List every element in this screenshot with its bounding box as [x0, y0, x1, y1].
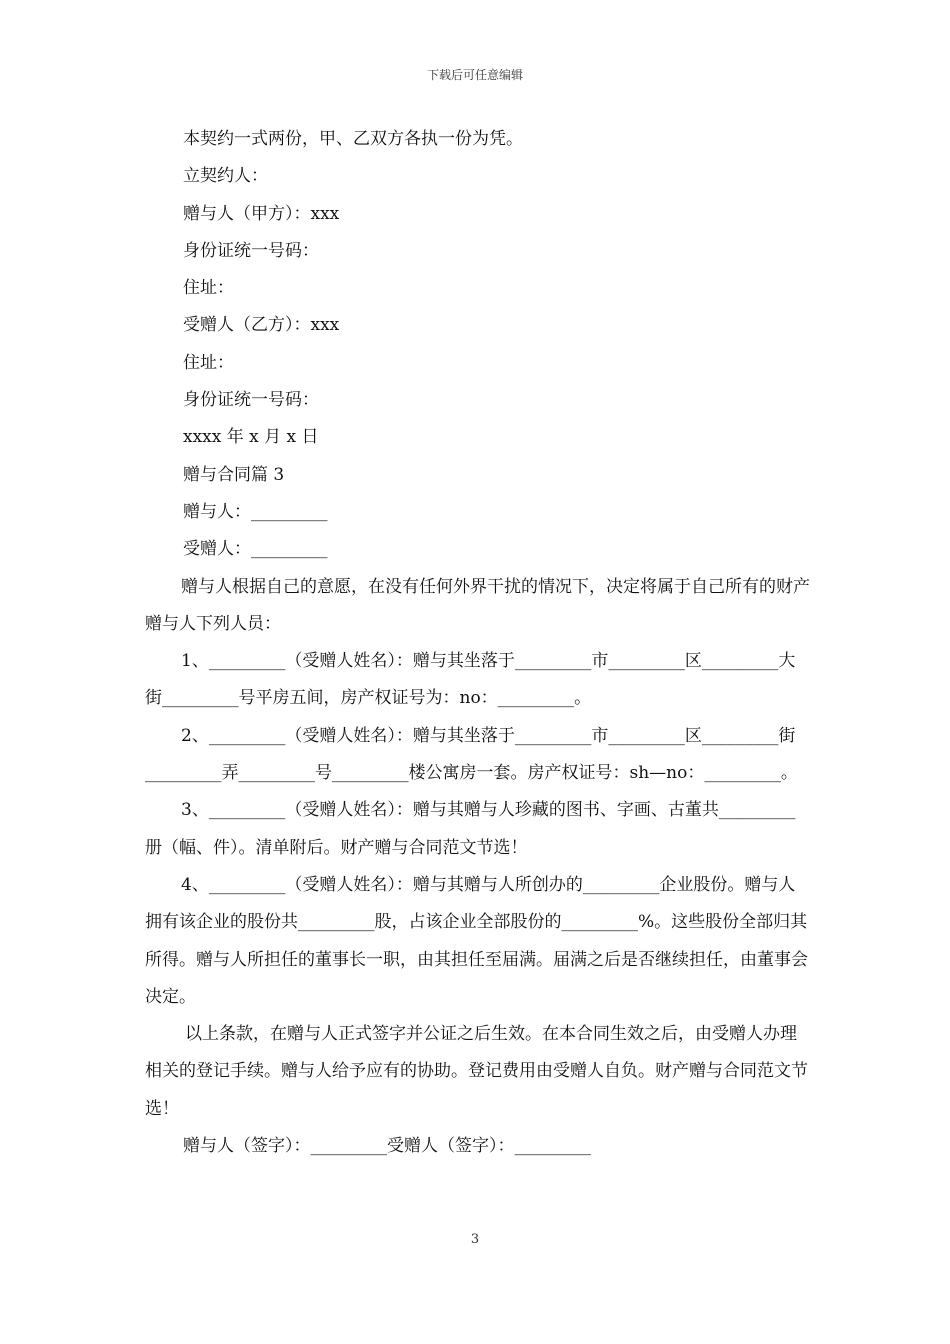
- donee-party-b: 受赠人（乙方）：xxx: [183, 315, 340, 336]
- clause-1: 1、_________（受赠人姓名）：赠与其坐落于_________市_________区_________大街_________号平房五间，房产权证号为：no：_________。: [145, 651, 796, 709]
- clause-4: 4、_________（受赠人姓名）：赠与其赠与人所创办的_________企业股份。赠与人拥有该企业的股份共_________股，占该企业全部股份的_________%。这些股份全部归其所得。赠与人所担任的董事长一职，由其担任至届满。届满之后是否继续担任，由董事会决定。: [145, 874, 808, 1007]
- effective-clause: 以上条款，在赠与人正式签字并公证之后生效。在本合同生效之后，由受赠人办理相关的登记手续。赠与人给予应有的协助。登记费用由受赠人自负。财产赠与合同范文节选！: [145, 1024, 808, 1119]
- contract-date: xxxx 年 x 月 x 日: [183, 427, 319, 448]
- donee-id-number: 身份证统一号码：: [183, 390, 319, 411]
- donee-line: 受赠人：_________: [183, 539, 328, 560]
- contract-copies-line: 本契约一式两份，甲、乙双方各执一份为凭。: [183, 129, 523, 149]
- signature-line: 赠与人（签字）：_________受赠人（签字）：_________: [183, 1136, 591, 1157]
- donor-id-number: 身份证统一号码：: [183, 240, 319, 261]
- signatories-label: 立契约人：: [183, 166, 268, 187]
- donor-line: 赠与人：_________: [183, 501, 328, 522]
- intro-paragraph: 赠与人根据自己的意愿，在没有任何外界干扰的情况下，决定将属于自己所有的财产赠与人下列人员：: [145, 576, 810, 634]
- donee-address: 住址：: [183, 352, 234, 373]
- section-title: 赠与合同篇 3: [183, 464, 285, 485]
- page-number: 3: [470, 1232, 480, 1247]
- clause-3: 3、_________（受赠人姓名）：赠与其赠与人珍藏的图书、字画、古董共_________册（幅、件）。清单附后。财产赠与合同范文节选！: [145, 800, 796, 858]
- document-body: [145, 121, 810, 1165]
- clause-2: 2、_________（受赠人姓名）：赠与其坐落于_________市_________区_________街_________弄_________号_________楼公寓房一套。房产权证号：sh—no：_________。: [145, 725, 798, 784]
- donor-party-a: 赠与人（甲方）：xxx: [183, 203, 340, 224]
- donor-address: 住址：: [183, 278, 234, 299]
- page-header: 下载后可任意编辑: [426, 68, 523, 82]
